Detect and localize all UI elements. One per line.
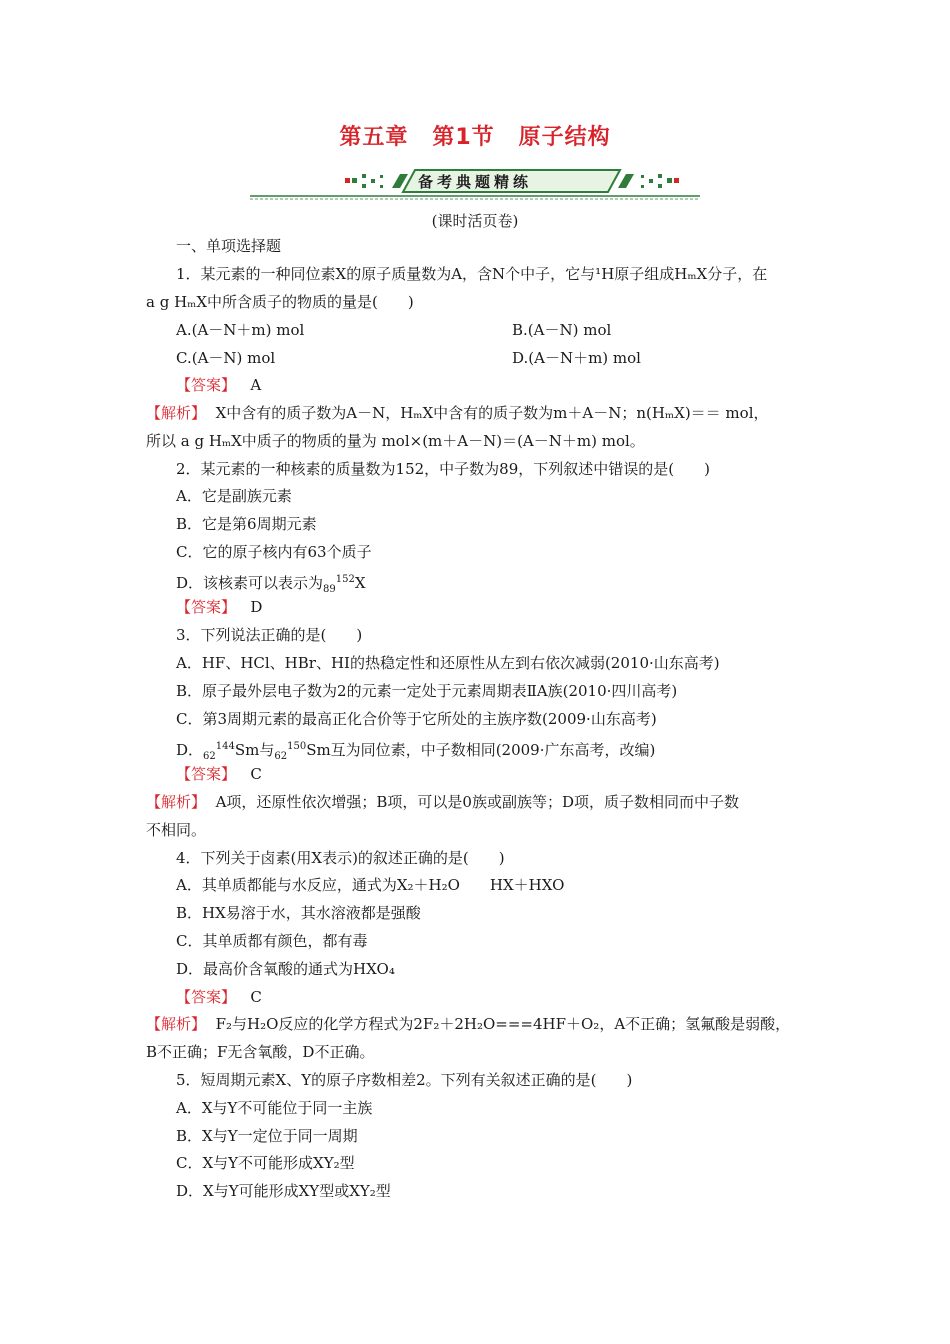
- q2-answer: [176, 597, 262, 617]
- q2-nuclide-symbol: X: [354, 574, 366, 592]
- q3-answer: [176, 764, 262, 784]
- q3-sm144-mass-number: 144: [215, 741, 235, 752]
- banner-label: 备考典题精练: [417, 173, 532, 191]
- q5-option-a: A．X与Y不可能位于同一主族: [176, 1099, 373, 1117]
- q5-option-c: C．X与Y不可能形成XY₂型: [176, 1154, 355, 1172]
- q2-nuclide-mass-number: 152: [335, 574, 355, 585]
- q3-analysis-line1: [146, 792, 739, 812]
- q2-option-b: B．它是第6周期元素: [176, 515, 317, 533]
- q2-option-d-prefix: D．该核素可以表示为: [176, 574, 324, 592]
- q4-stem: 4．下列关于卤素(用X表示)的叙述正确的是( ): [176, 849, 505, 867]
- q2-stem: 2．某元素的一种核素的质量数为152，中子数为89，下列叙述中错误的是( ): [176, 460, 710, 478]
- q1-stem-line2: a g HₘX中所含质子的物质的量是( ): [146, 293, 414, 311]
- q5-option-d: D．X与Y可能形成XY型或XY₂型: [176, 1182, 391, 1200]
- q3-answer-value: C: [250, 765, 262, 783]
- answer-tag: 【答案】: [176, 376, 237, 394]
- q4-answer: [176, 987, 262, 1007]
- q2-answer-value: D: [250, 598, 263, 616]
- q4-analysis-line1: [146, 1014, 790, 1034]
- subtitle: (课时活页卷): [431, 212, 519, 230]
- q3-option-d-rest: Sm互为同位素，中子数相同(2009·广东高考，改编): [306, 741, 656, 759]
- q1-analysis-line1: [146, 403, 769, 423]
- analysis-tag: 【解析】: [146, 793, 207, 811]
- q2-option-c: C．它的原子核内有63个质子: [176, 543, 372, 561]
- q1-analysis-line2: 所以 a g HₘX中质子的物质的量为 mol×(m＋A－N)＝(A－N＋m) mol。: [146, 432, 645, 450]
- q1-analysis-text1: X中含有的质子数为A－N，HₘX中含有的质子数为m＋A－N；n(HₘX)＝＝ mol，: [215, 404, 769, 422]
- answer-tag: 【答案】: [176, 765, 237, 783]
- q3-stem: 3．下列说法正确的是( ): [176, 626, 363, 644]
- answer-tag: 【答案】: [176, 598, 237, 616]
- q4-analysis-text1: F₂与H₂O反应的化学方程式为2F₂＋2H₂O===4HF＋O₂，A不正确；氢氟酸是弱酸，: [215, 1015, 791, 1033]
- section-banner: [250, 166, 700, 202]
- section-label: 第1节: [432, 125, 495, 150]
- q2-option-a: A．它是副族元素: [176, 487, 292, 505]
- q3-option-d: [176, 737, 655, 767]
- q4-option-c: C．其单质都有颜色，都有毒: [176, 932, 368, 950]
- section-heading: 一、单项选择题: [176, 237, 282, 255]
- q4-option-d: D．最高价含氧酸的通式为HXO₄: [176, 960, 395, 978]
- q4-option-a: A．其单质都能与水反应，通式为X₂＋H₂O HX＋HXO: [176, 876, 565, 894]
- q4-option-b: B．HX易溶于水，其水溶液都是强酸: [176, 904, 421, 922]
- page-title: [0, 120, 950, 151]
- topic-label: 原子结构: [518, 125, 611, 150]
- q3-option-d-mid: Sm与: [234, 741, 275, 759]
- q3-analysis-line2: 不相同。: [146, 821, 207, 839]
- analysis-tag: 【解析】: [146, 404, 207, 422]
- q3-option-b: B．原子最外层电子数为2的元素一定处于元素周期表ⅡA族(2010·四川高考): [176, 682, 678, 700]
- q3-option-d-prefix: D．: [176, 741, 204, 759]
- q4-analysis-line2: B不正确；F无含氧酸，D不正确。: [146, 1043, 375, 1061]
- q4-answer-value: C: [250, 988, 262, 1006]
- q1-option-c: C.(A－N) mol: [176, 349, 276, 367]
- q3-sm150-atomic-number: 62: [274, 751, 288, 762]
- q1-answer: [176, 375, 261, 395]
- q1-option-a: A.(A－N＋m) mol: [176, 321, 305, 339]
- q1-stem-line1: 1．某元素的一种同位素X的原子质量数为A，含N个中子，它与¹H原子组成HₘX分子，在: [176, 265, 768, 283]
- q3-analysis-text1: A项，还原性依次增强；B项，可以是0族或副族等；D项，质子数相同而中子数: [215, 793, 739, 811]
- q1-option-b: B.(A－N) mol: [512, 321, 612, 339]
- answer-tag: 【答案】: [176, 988, 237, 1006]
- q1-option-d: D.(A－N＋m) mol: [512, 349, 641, 367]
- q2-option-d: [176, 570, 366, 600]
- chapter-label: 第五章: [339, 125, 409, 150]
- q1-answer-value: A: [250, 376, 262, 394]
- q3-option-c: C．第3周期元素的最高正化合价等于它所处的主族序数(2009·山东高考): [176, 710, 657, 728]
- q3-option-a: A．HF、HCl、HBr、HI的热稳定性和还原性从左到右依次减弱(2010·山东高考): [176, 654, 720, 672]
- q5-stem: 5．短周期元素X、Y的原子序数相差2。下列有关叙述正确的是( ): [176, 1071, 633, 1089]
- q2-nuclide-atomic-number: 89: [323, 584, 336, 595]
- analysis-tag: 【解析】: [146, 1015, 207, 1033]
- q3-sm150-mass-number: 150: [287, 741, 307, 752]
- q3-sm144-atomic-number: 62: [203, 751, 216, 762]
- q5-option-b: B．X与Y一定位于同一周期: [176, 1127, 358, 1145]
